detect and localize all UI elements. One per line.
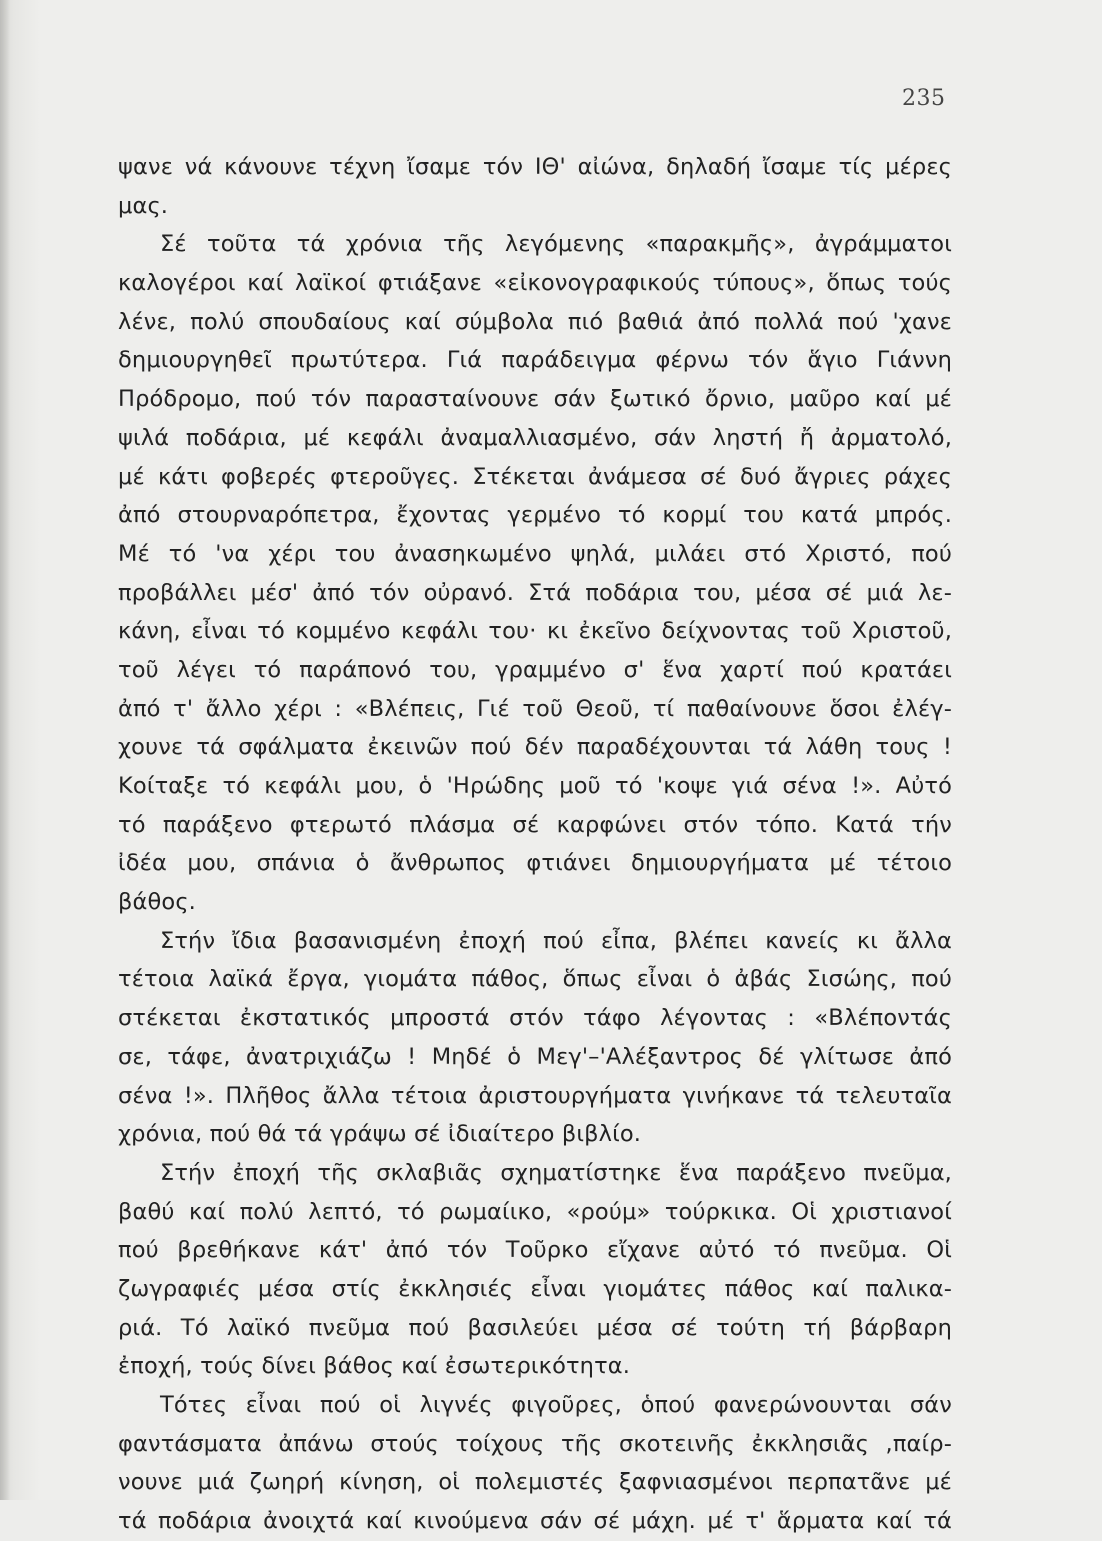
text-line: προβάλλει μέσ' ἀπό τόν οὐρανό. Στά ποδάρια του, μέσα σέ μιά λε- bbox=[118, 579, 952, 606]
text-line: τό παράξενο φτερωτό πλάσμα σέ καρφώνει στόν τόπο. Κατά τήν bbox=[118, 811, 952, 838]
text-line: τοῦ λέγει τό παράπονό του, γραμμένο σ' ἕνα χαρτί πού κρατάει bbox=[118, 656, 952, 683]
text-line: ψανε νά κάνουνε τέχνη ἴσαμε τόν ΙΘ' αἰώνα, δηλαδή ἴσαμε τίς μέρες bbox=[118, 154, 952, 180]
text-line: βαθύ καί πολύ λεπτό, τό ρωμαίικο, «ρούμ» τούρκικα. Οἱ χριστιανοί bbox=[118, 1198, 952, 1225]
body-text bbox=[118, 148, 952, 1541]
text-line: Στήν ἐποχή τῆς σκλαβιᾶς σχηματίστηκε ἕνα παράξενο πνεῦμα, bbox=[160, 1159, 952, 1186]
text-line: ψιλά ποδάρια, μέ κεφάλι ἀναμαλλιασμένο, σάν ληστή ἤ ἀρματολό, bbox=[118, 424, 952, 451]
text-line: δημιουργηθεῖ πρωτύτερα. Γιά παράδειγμα φέρνω τόν ἅγιο Γιάννη bbox=[118, 347, 952, 374]
text-line: χρόνια, πού θά τά γράψω σέ ἰδιαίτερο βιβλίο. bbox=[118, 1121, 642, 1148]
text-line: καλογέροι καί λαϊκοί φτιάξανε «εἰκονογραφικούς τύπους», ὅπως τούς bbox=[118, 270, 952, 297]
text-line: Σέ τοῦτα τά χρόνια τῆς λεγόμενης «παρακμῆς», ἀγράμματοι bbox=[160, 231, 952, 258]
text-line: φαντάσματα ἀπάνω στούς τοίχους τῆς σκοτεινῆς ἐκκλησιᾶς ,παίρ- bbox=[118, 1430, 952, 1457]
text-line: ἀπό τ' ἄλλο χέρι : «Βλέπεις, Γιέ τοῦ Θεοῦ, τί παθαίνουνε ὅσοι ἐλέγ- bbox=[118, 695, 952, 722]
text-line: τέτοια λαϊκά ἔργα, γιομάτα πάθος, ὅπως εἶναι ὁ ἀβάς Σισώης, πού bbox=[118, 966, 952, 993]
page-number: 235 bbox=[902, 86, 946, 111]
text-line: νουνε μιά ζωηρή κίνηση, οἱ πολεμιστές ξαφνιασμένοι περπατᾶνε μέ bbox=[118, 1469, 952, 1496]
text-line: σένα !». Πλῆθος ἄλλα τέτοια ἀριστουργήματα γινήκανε τά τελευταῖα bbox=[118, 1082, 952, 1109]
text-line: σε, τάφε, ἀνατριχιάζω ! Μηδέ ὁ Μεγ'–'Αλέξαντρος δέ γλίτωσε ἀπό bbox=[118, 1043, 952, 1070]
text-line: Τότες εἶναι πού οἱ λιγνές φιγοῦρες, ὁπού φανερώνουνται σάν bbox=[160, 1392, 952, 1418]
text-line: λένε, πολύ σπουδαίους καί σύμβολα πιό βαθιά ἀπό πολλά πού 'χανε bbox=[118, 308, 952, 335]
text-line: Μέ τό 'να χέρι του ἀνασηκωμένο ψηλά, μιλάει στό Χριστό, πού bbox=[118, 540, 952, 567]
text-line: τά ποδάρια ἀνοιχτά καί κινούμενα σάν σέ μάχη. μέ τ' ἅρματα καί τά bbox=[118, 1508, 952, 1535]
text-line: πού βρεθήκανε κάτ' ἀπό τόν Τοῦρκο εἴχανε αὐτό τό πνεῦμα. Οἱ bbox=[118, 1237, 952, 1264]
text-line: Πρόδρομο, πού τόν παρασταίνουνε σάν ξωτικό ὄρνιο, μαῦρο καί μέ bbox=[118, 386, 952, 413]
text-line: ἀπό στουρναρόπετρα, ἔχοντας γερμένο τό κορμί του κατά μπρός. bbox=[118, 502, 952, 529]
text-line: στέκεται ἐκστατικός μπροστά στόν τάφο λέγοντας : «Βλέποντάς bbox=[118, 1005, 952, 1032]
text-line: βάθος. bbox=[118, 889, 196, 916]
page-spine-shadow bbox=[0, 0, 10, 1500]
text-line: ζωγραφιές μέσα στίς ἐκκλησιές εἶναι γιομάτες πάθος καί παλικα- bbox=[118, 1275, 952, 1302]
text-line: Κοίταξε τό κεφάλι μου, ὁ 'Ηρώδης μοῦ τό 'κοψε γιά σένα !». Αὐτό bbox=[118, 773, 952, 799]
text-line: ἰδέα μου, σπάνια ὁ ἄνθρωπος φτιάνει δημιουργήματα μέ τέτοιο bbox=[118, 850, 952, 877]
text-line: Στήν ἴδια βασανισμένη ἐποχή πού εἶπα, βλέπει κανείς κι ἄλλα bbox=[160, 927, 952, 954]
text-line: μέ κάτι φοβερές φτεροῦγες. Στέκεται ἀνάμεσα σέ δυό ἄγριες ράχες bbox=[118, 463, 952, 490]
text-line: κάνη, εἶναι τό κομμένο κεφάλι του· κι ἐκεῖνο δείχνοντας τοῦ Χριστοῦ, bbox=[118, 618, 952, 645]
text-line: μας. bbox=[118, 192, 169, 219]
text-line: χουνε τά σφάλματα ἐκεινῶν πού δέν παραδέχουνται τά λάθη τους ! bbox=[118, 734, 952, 761]
text-line: ἐποχή, τούς δίνει βάθος καί ἐσωτερικότητα. bbox=[118, 1353, 631, 1380]
text-line: ριά. Τό λαϊκό πνεῦμα πού βασιλεύει μέσα σέ τούτη τή βάρβαρη bbox=[118, 1314, 952, 1341]
